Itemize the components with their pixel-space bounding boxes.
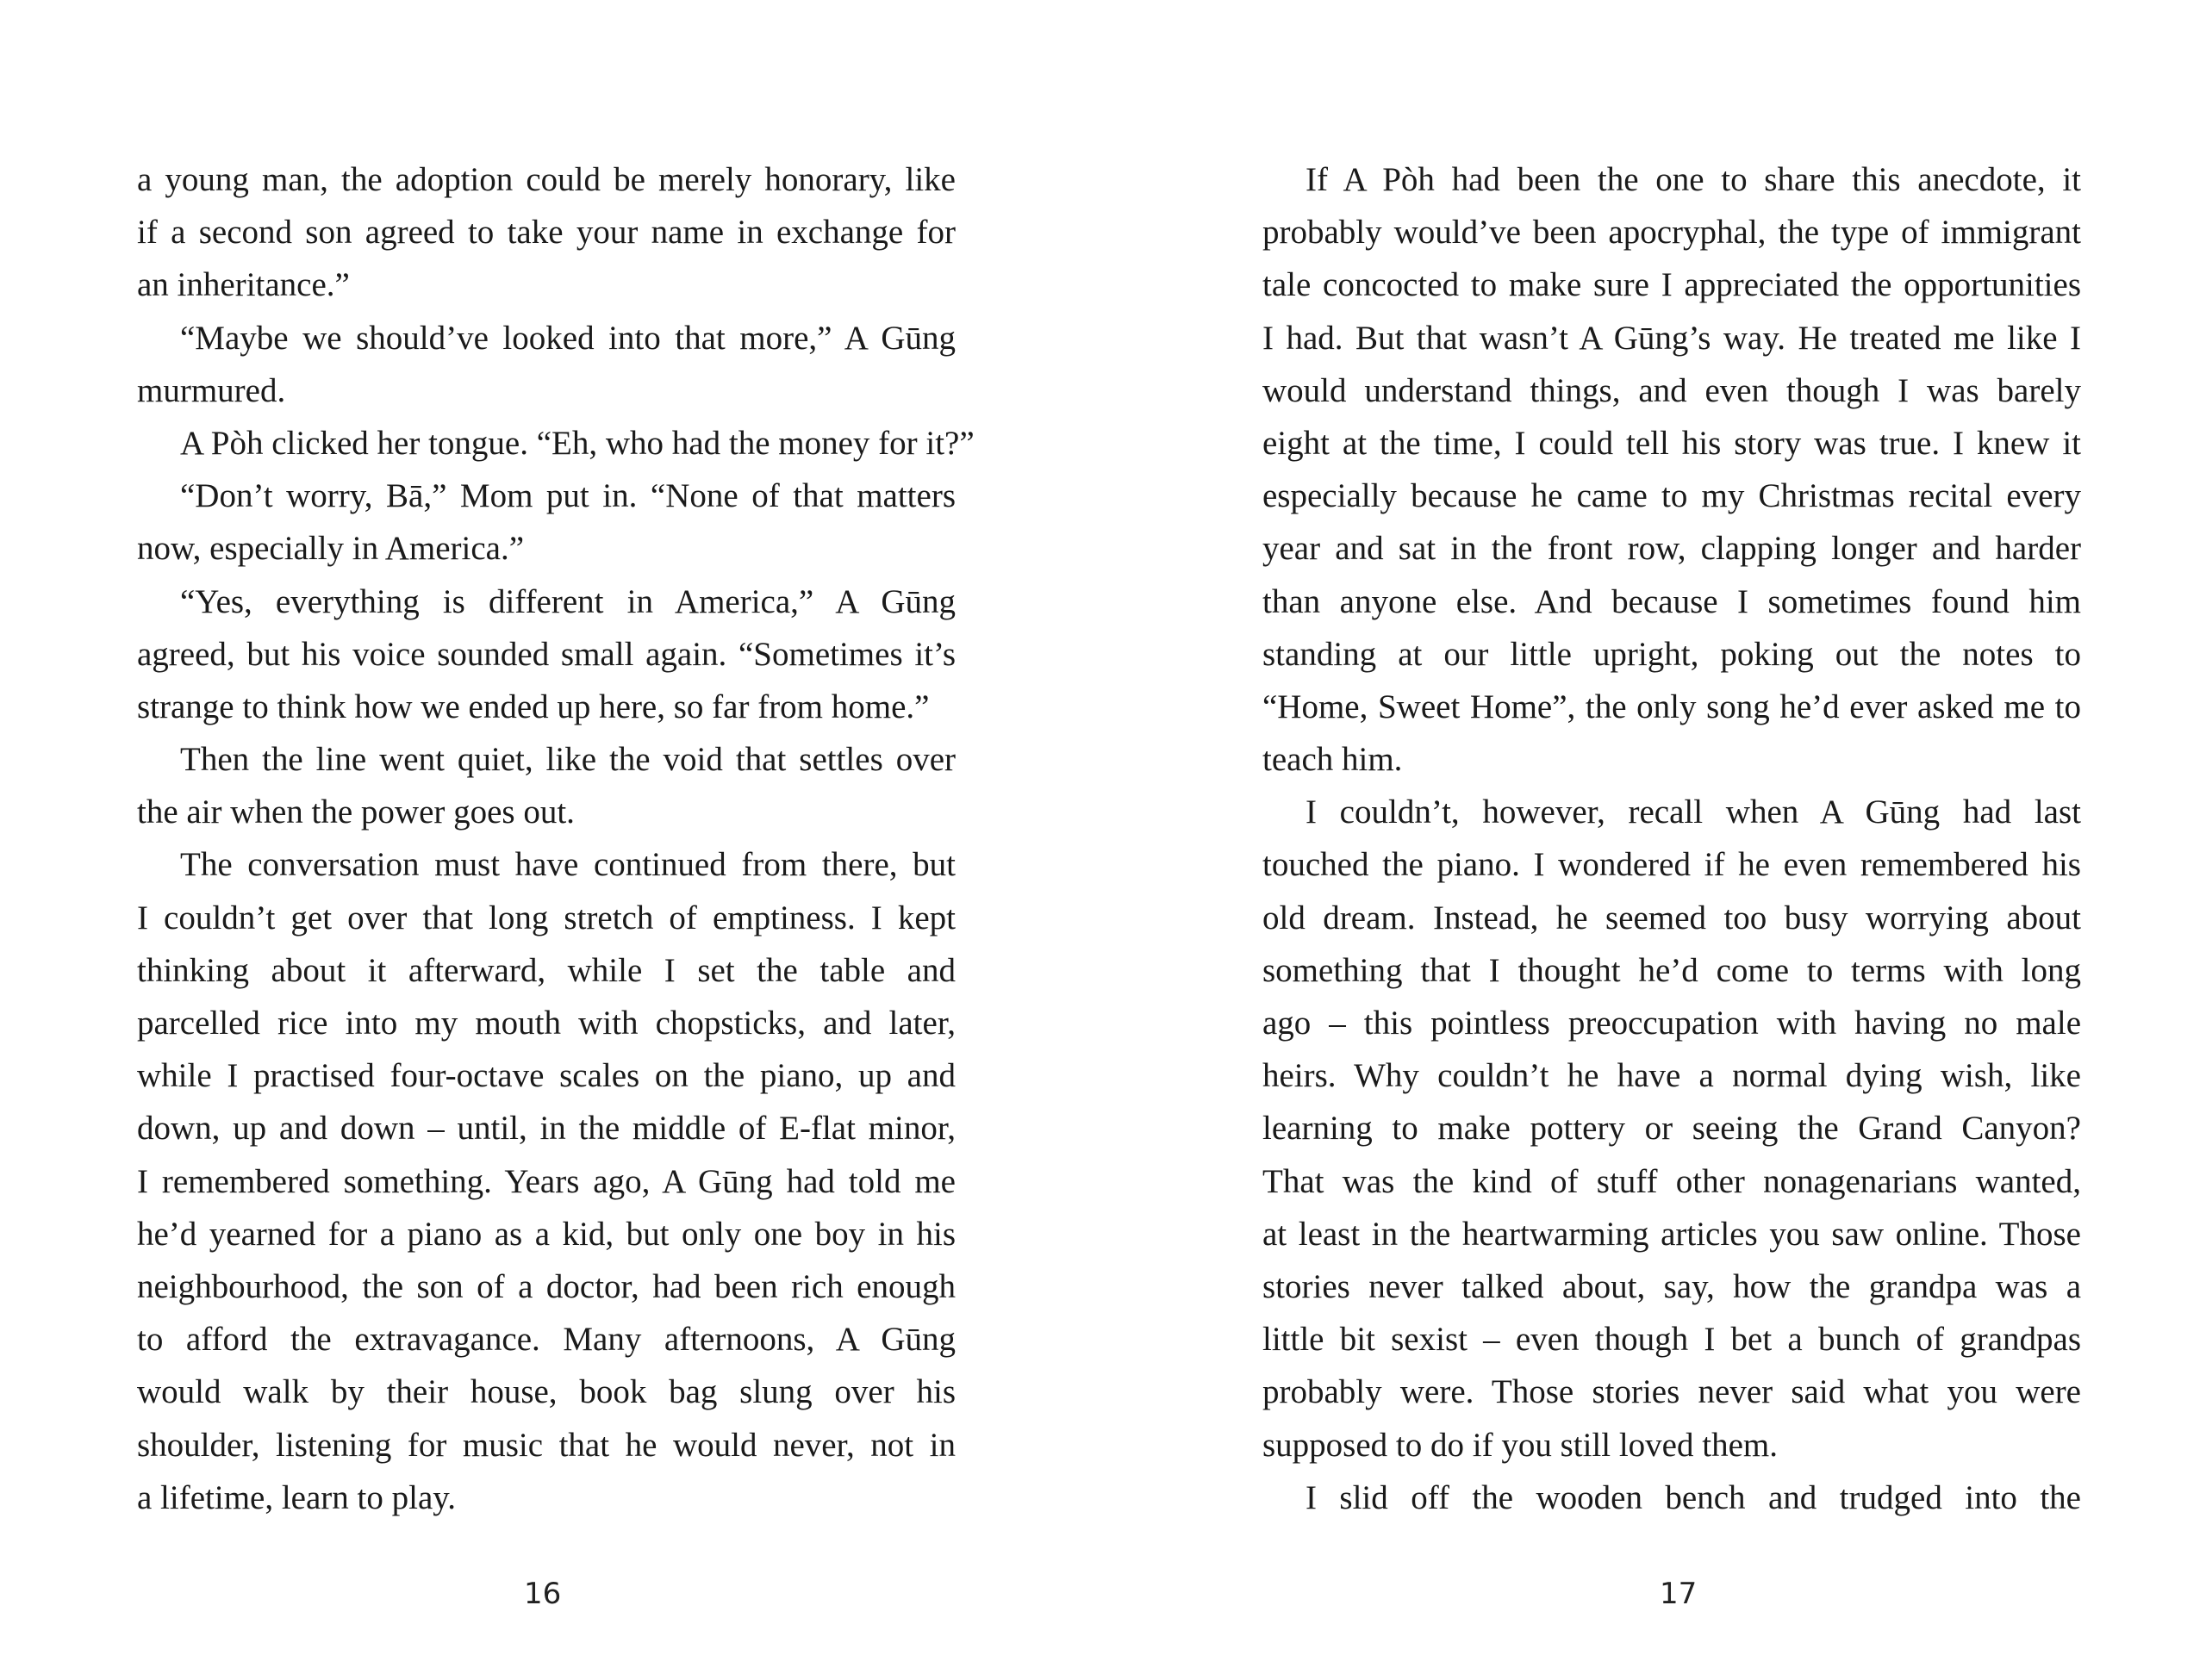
text-line: A Pòh clicked her tongue. “Eh, who had the money for it?” (180, 424, 975, 462)
text-line: standing at our little upright, poking out the notes to (1262, 635, 2081, 673)
text-line: That was the kind of stuff other nonagenarians wanted, (1262, 1162, 2081, 1200)
text-line: teach him. (1262, 741, 1403, 779)
page-16-text (137, 153, 975, 1524)
text-line: “Don’t worry, Bā,” Mom put in. “None of that matters (180, 477, 956, 515)
text-line: something that I thought he’d come to terms with long (1262, 951, 2081, 989)
text-line: ago – this pointless preoccupation with having no male (1262, 1005, 2081, 1042)
text-line: learning to make pottery or seeing the Grand Canyon? (1262, 1110, 2081, 1148)
text-line: if a second son agreed to take your name in exchange for (137, 214, 956, 252)
page-number-right: 17 (1660, 1577, 1698, 1611)
text-line: thinking about it afterward, while I set the table and (137, 951, 956, 989)
text-line: a lifetime, learn to play. (137, 1478, 456, 1516)
text-line: now, especially in America.” (137, 530, 525, 568)
text-line: strange to think how we ended up here, so far from home.” (137, 688, 930, 725)
text-line: agreed, but his voice sounded small again. “Sometimes it’s (137, 635, 956, 673)
text-line: would walk by their house, book bag slung over his (137, 1373, 956, 1411)
text-line: year and sat in the front row, clapping longer and harder (1262, 530, 2081, 568)
text-line: I slid off the wooden bench and trudged into the (1306, 1478, 2081, 1516)
text-line: tale concocted to make sure I appreciated the opportunities (1262, 266, 2081, 304)
text-line: “Maybe we should’ve looked into that more,” A Gūng (180, 319, 956, 357)
text-line: neighbourhood, the son of a doctor, had been rich enough (137, 1267, 956, 1305)
text-line: “Yes, everything is different in America,” A Gūng (180, 582, 956, 620)
text-line: a young man, the adoption could be merely honorary, like (137, 161, 956, 198)
text-line: probably were. Those stories never said what you were (1262, 1373, 2081, 1411)
text-line: while I practised four-octave scales on the piano, up and (137, 1057, 956, 1095)
text-line: supposed to do if you still loved them. (1262, 1426, 1778, 1464)
text-line: heirs. Why couldn’t he have a normal dying wish, like (1262, 1057, 2081, 1095)
text-line: especially because he came to my Christmas recital every (1262, 477, 2081, 515)
text-line: I couldn’t get over that long stretch of emptiness. I kept (137, 899, 956, 936)
text-line: I remembered something. Years ago, A Gūng had told me (137, 1162, 956, 1200)
text-line: the air when the power goes out. (137, 793, 575, 831)
text-line: down, up and down – until, in the middle of E-flat minor, (137, 1110, 956, 1148)
text-line: If A Pòh had been the one to share this anecdote, it (1306, 161, 2081, 198)
text-line: to afford the extravagance. Many afternoons, A Gūng (137, 1321, 956, 1359)
text-line: parcelled rice into my mouth with chopsticks, and later, (137, 1005, 956, 1042)
text-line: “Home, Sweet Home”, the only song he’d ever asked me to (1262, 688, 2081, 725)
text-line: The conversation must have continued from there, but (180, 846, 956, 884)
text-line: at least in the heartwarming articles you saw online. Those (1262, 1215, 2081, 1253)
text-line: I couldn’t, however, recall when A Gūng had last (1306, 793, 2081, 831)
text-line: would understand things, and even though I was barely (1262, 371, 2081, 409)
text-line: Then the line went quiet, like the void that settles over (180, 741, 956, 779)
text-line: shoulder, listening for music that he would never, not in (137, 1426, 956, 1464)
page-number-left: 16 (524, 1577, 562, 1611)
page-17-text (1262, 153, 2081, 1524)
text-line: he’d yearned for a piano as a kid, but only one boy in his (137, 1215, 956, 1253)
text-line: I had. But that wasn’t A Gūng’s way. He treated me like I (1262, 319, 2081, 357)
text-line: stories never talked about, say, how the grandpa was a (1262, 1267, 2081, 1305)
text-line: than anyone else. And because I sometimes found him (1262, 582, 2081, 620)
text-line: probably would’ve been apocryphal, the type of immigrant (1262, 214, 2081, 252)
text-line: little bit sexist – even though I bet a bunch of grandpas (1262, 1321, 2081, 1359)
text-line: eight at the time, I could tell his story was true. I knew it (1262, 424, 2081, 462)
text-line: touched the piano. I wondered if he even remembered his (1262, 846, 2081, 884)
text-line: murmured. (137, 371, 286, 409)
text-line: an inheritance.” (137, 266, 350, 304)
text-line: old dream. Instead, he seemed too busy worrying about (1262, 899, 2081, 936)
